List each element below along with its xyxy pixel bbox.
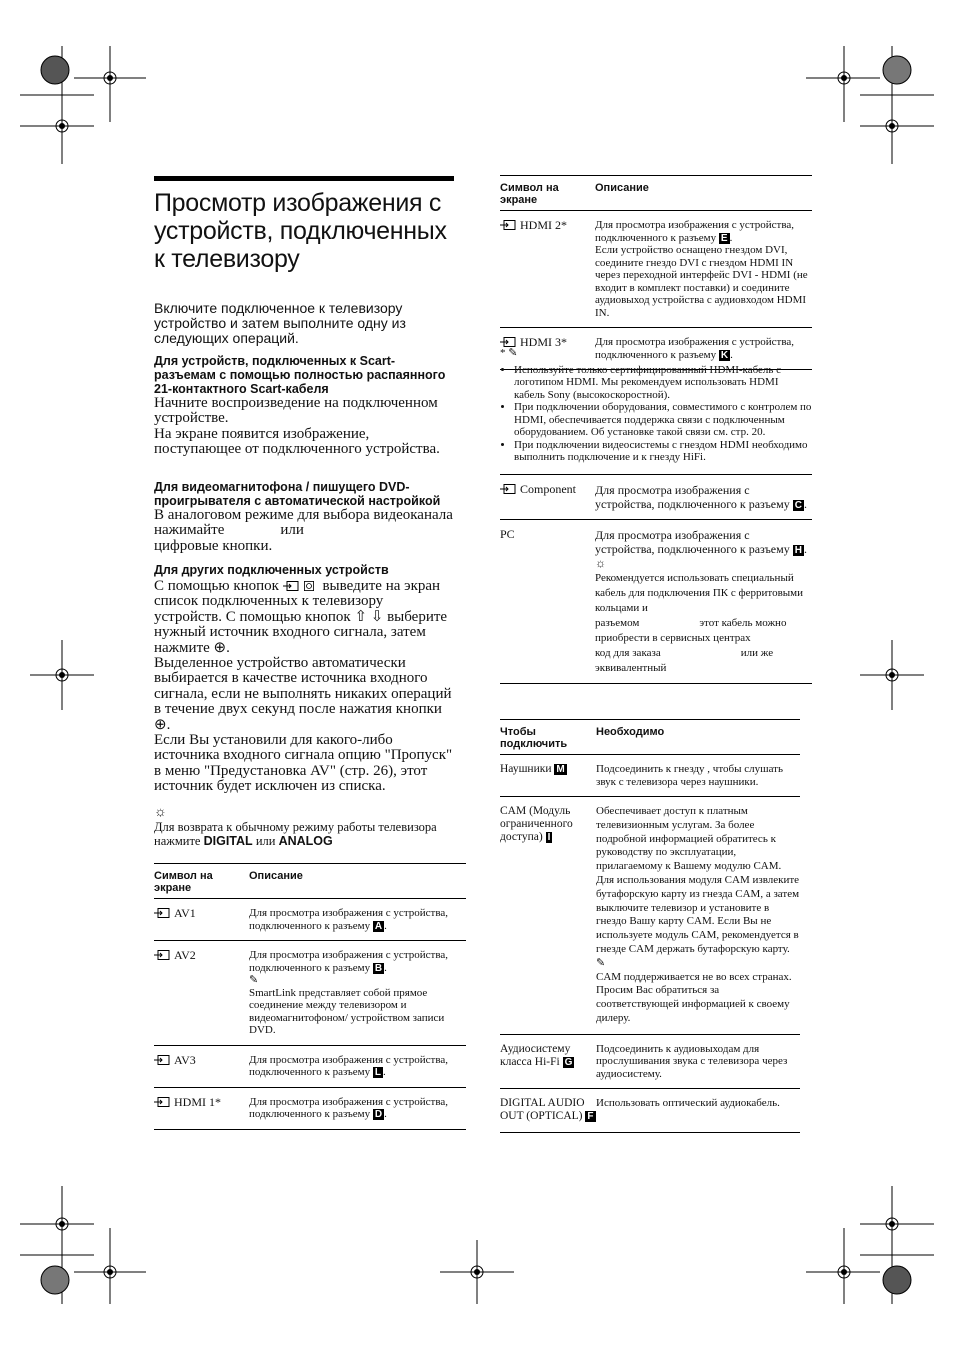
description: Для просмотра изображения с устройства, подключенного к разъему xyxy=(249,949,449,974)
note-item: • Используйте только сертифицированный HDMI-кабель с логотипом HDMI. Мы рекомендуем использовать HDMI кабель Sony (высокоскоростной). xyxy=(514,364,812,402)
table-row xyxy=(500,1034,800,1089)
table-row: HDMI 1* Для просмотра изображения с устройства, подключенного к разъему D . xyxy=(154,1087,466,1129)
connector-badge: G xyxy=(564,1056,573,1068)
other-p1c: выберите нужный источник входного сигнала, затем нажмите xyxy=(154,608,448,656)
page-title: Просмотр изображения с устройств, подключенных к телевизору xyxy=(154,176,454,273)
symbol: HDMI 3* xyxy=(520,335,567,349)
tip-bulb-icon: ☼ xyxy=(154,805,167,820)
vcr-text-2: цифровые кнопки. xyxy=(154,537,273,554)
tip-analog: ANALOG xyxy=(278,833,333,848)
connect-what: DIGITAL AUDIO OUT (OPTICAL) xyxy=(500,1097,585,1123)
table-row: HDMI 2* Для просмотра изображения с устройства, подключенного к разъему E . Если устройство оснащено гнездом DVI, соедините гнездо DVI с гнездом HDMI IN через переходной интерфейс DVI - HDMI (не входит в комплект поставки) и соедините аудиовыход устройства с аудиовходом HDMI IN. xyxy=(500,211,812,328)
pc-tip-2: разъемом xyxy=(595,617,640,629)
other-p1a: С помощью кнопок xyxy=(154,578,279,594)
other-p3: Если Вы установили для какого-либо источника входного сигнала опцию "Пропуск" в меню "Предустановка AV" (стр. 26), этот источник будет исключен из списка. xyxy=(154,732,453,795)
table-row: AV2 Для просмотра изображения с устройства, подключенного к разъему B . ✎ SmartLink представляет собой прямое соединение между телевизором и видеомагнитофоном/ устройством записи DVD. xyxy=(154,941,466,1046)
note-item: • При подключении оборудования, совместимого с контролем по HDMI, обеспечивается поддержка связи с подключенным оборудованием. Об установке такой связи см. стр. 20. xyxy=(514,401,812,439)
note-icon: ✎ xyxy=(249,974,259,986)
arrow-up-down-icon: ⇧ ⇩ xyxy=(354,608,384,625)
note-text: SmartLink представляет собой прямое соединение между телевизором и видеомагнитофоном/ устройством записи DVD. xyxy=(249,986,445,1036)
vcr-text-or: или xyxy=(280,522,304,539)
table-header: Чтобы подключить xyxy=(500,726,568,750)
section-heading-scart: Для устройств, подключенных к Scart-разъемам с помощью полностью распаянного 21-контактного Scart-кабеля xyxy=(154,354,446,396)
input-icon xyxy=(500,220,516,230)
other-p1b: выведите на экран список подключенных к телевизору устройств. С помощью кнопок xyxy=(154,578,441,625)
table-row: AV3 Для просмотра изображения с устройства, подключенного к разъему L . xyxy=(154,1045,466,1087)
description: Для просмотра изображения с устройства, подключенного к разъему xyxy=(249,907,449,932)
pc-tip-6: эквивалентный xyxy=(595,662,667,674)
pc-tip-1: Рекомендуется использовать специальный кабель для подключения ПК с ферритовыми кольцами и xyxy=(595,572,803,614)
symbol: AV1 xyxy=(174,906,196,920)
other-p2: Выделенное устройство автоматически выбирается в качестве источника входного сигнала, если не выполнять никаких операций в течение двух секунд после нажатия кнопки xyxy=(154,655,452,718)
input-icon xyxy=(154,1097,170,1107)
note-item: • При подключении видеосистемы с гнездом HDMI необходимо выполнить подключение и к гнезду HiFi. xyxy=(514,439,812,464)
connect-what: Аудиосистему класса Hi-Fi xyxy=(500,1042,571,1068)
description: Для просмотра изображения с устройства, подключенного к разъему xyxy=(249,1095,449,1120)
table-row: Component Для просмотра изображения с устройства, подключенного к разъему C . xyxy=(500,475,812,520)
table-header: Символ на экране xyxy=(500,182,559,206)
connect-note: CAM поддерживается не во всех странах. Просим Вас обратиться за соответствующей информацией к своему дилеру. xyxy=(596,970,792,1024)
description: Для просмотра изображения с устройства, подключенного к разъему xyxy=(249,1053,449,1078)
description: Для просмотра изображения с устройства, подключенного к разъему xyxy=(595,219,795,244)
connector-badge: M xyxy=(556,764,565,775)
table-connections xyxy=(500,719,800,1133)
tip-or: или xyxy=(255,833,276,848)
description: Для просмотра изображения с устройства, подключенного к разъему xyxy=(595,336,795,361)
tv-icon xyxy=(303,581,315,591)
input-icon xyxy=(500,337,516,347)
hdmi-notes xyxy=(500,347,812,464)
table-row xyxy=(500,797,800,1035)
scart-text-1: Начните воспроизведение на подключенном устройстве. xyxy=(154,395,438,427)
connect-todo: Подсоединить к аудиовыходам для прослушивания звука с телевизора через аудиосистему. xyxy=(596,1042,788,1080)
input-icon xyxy=(500,484,516,494)
note-icon: ✎ xyxy=(508,347,518,359)
table-header: Необходимо xyxy=(596,726,665,738)
connector-badge: A xyxy=(374,920,383,932)
connector-badge: E xyxy=(720,232,728,244)
table-row: AV1 Для просмотра изображения с устройства, подключенного к разъему A . xyxy=(154,899,466,941)
connector-badge: I xyxy=(547,832,551,843)
table-row: HDMI 3* Для просмотра изображения с устройства, подключенного к разъему K . xyxy=(500,328,812,370)
symbol: PC xyxy=(500,527,515,541)
table-row: PC Для просмотра изображения с устройства, подключенного к разъему H . ☼ Рекомендуется использовать специальный кабель для подключения ПК с ферритовыми кольцами и разъемом этот кабель можно приобрести в сервисных центрах код для заказа или же эквивалентный xyxy=(500,520,812,684)
note-icon: ✎ xyxy=(596,956,606,969)
tip-bulb-icon: ☼ xyxy=(595,556,606,570)
table-header: Символ на экране xyxy=(154,870,213,894)
pc-tip-3: этот кабель можно приобрести в сервисных центрах xyxy=(595,617,787,644)
table-input-symbols-2 xyxy=(500,175,812,370)
vcr-text-1: В аналоговом режиме для выбора видеоканала нажимайте xyxy=(154,507,453,539)
table-header: Описание xyxy=(249,870,303,882)
description-extra: Если устройство оснащено гнездом DVI, соедините гнездо DVI с гнездом HDMI IN через переходной интерфейс DVI - HDMI (не входит в комплект поставки) и соедините аудиовыход устройства с аудиовходом HDMI IN. xyxy=(595,244,808,319)
connect-todo: Подсоединить к гнезду , чтобы слушать звук с телевизора через наушники. xyxy=(596,763,784,788)
table-input-symbols-1 xyxy=(154,863,466,1130)
input-icon xyxy=(154,950,170,960)
enter-icon: ⊕. xyxy=(154,716,171,733)
pc-tip-5: или же xyxy=(740,647,774,659)
tip-text: Для возврата к обычному режиму работы телевизора нажмите xyxy=(154,820,437,848)
connector-badge: K xyxy=(720,349,729,361)
table-header: Описание xyxy=(595,182,649,194)
tip-digital: DIGITAL xyxy=(203,833,253,848)
connect-what: Наушники xyxy=(500,763,552,775)
symbol: HDMI 1* xyxy=(174,1094,221,1109)
connect-todo-2: Для использования модуля CAM извлеките бутафорскую карту из гнезда CAM, а затем выключите телевизор и установите в гнездо Вашу карту CAM. Если Вы не используете модуль CAM, рекомендуется в гнезде CAM держать бутафорскую карту. xyxy=(596,873,800,955)
description: Для просмотра изображения с устройства, подключенного к разъему xyxy=(595,483,790,511)
pc-tip-4: код для заказа xyxy=(595,647,661,659)
connector-badge: L xyxy=(374,1067,381,1078)
input-icon xyxy=(283,581,299,591)
symbol: AV3 xyxy=(174,1052,196,1067)
input-icon xyxy=(154,908,170,918)
table-input-symbols-3 xyxy=(500,474,812,684)
connector-badge: D xyxy=(374,1109,383,1120)
symbol: HDMI 2* xyxy=(520,218,567,232)
description: Для просмотра изображения с устройства, подключенного к разъему xyxy=(595,528,790,556)
symbol: Component xyxy=(520,482,576,496)
input-icon xyxy=(154,1055,170,1065)
connector-badge: B xyxy=(374,962,383,974)
connect-todo: Обеспечивает доступ к платным телевизионным услугам. За более подробной информацией обратитесь к руководству по эксплуатации, прилагаемому к Вашему модулю CAM. xyxy=(596,805,782,873)
footnote-star: * xyxy=(500,347,506,359)
section-heading-vcr: Для видеомагнитофона / пишущего DVD-проигрывателя с автоматической настройкой xyxy=(154,480,441,508)
table-row xyxy=(500,755,800,797)
section-heading-other: Для других подключенных устройств xyxy=(154,563,389,577)
connector-badge: F xyxy=(587,1111,594,1123)
enter-icon: ⊕. xyxy=(213,639,230,656)
connector-badge: H xyxy=(794,545,802,556)
connect-todo: Использовать оптический аудиокабель. xyxy=(596,1097,780,1110)
connector-badge: C xyxy=(794,500,802,511)
intro-text: Включите подключенное к телевизору устройство и затем выполните одну из следующих операций. xyxy=(154,300,406,346)
symbol: AV2 xyxy=(174,948,196,962)
connect-what: CAM (Модуль ограниченного доступа) xyxy=(500,805,573,843)
scart-text-2: На экране появится изображение, поступающее от подключенного устройства. xyxy=(154,425,440,458)
table-row xyxy=(500,1089,800,1133)
